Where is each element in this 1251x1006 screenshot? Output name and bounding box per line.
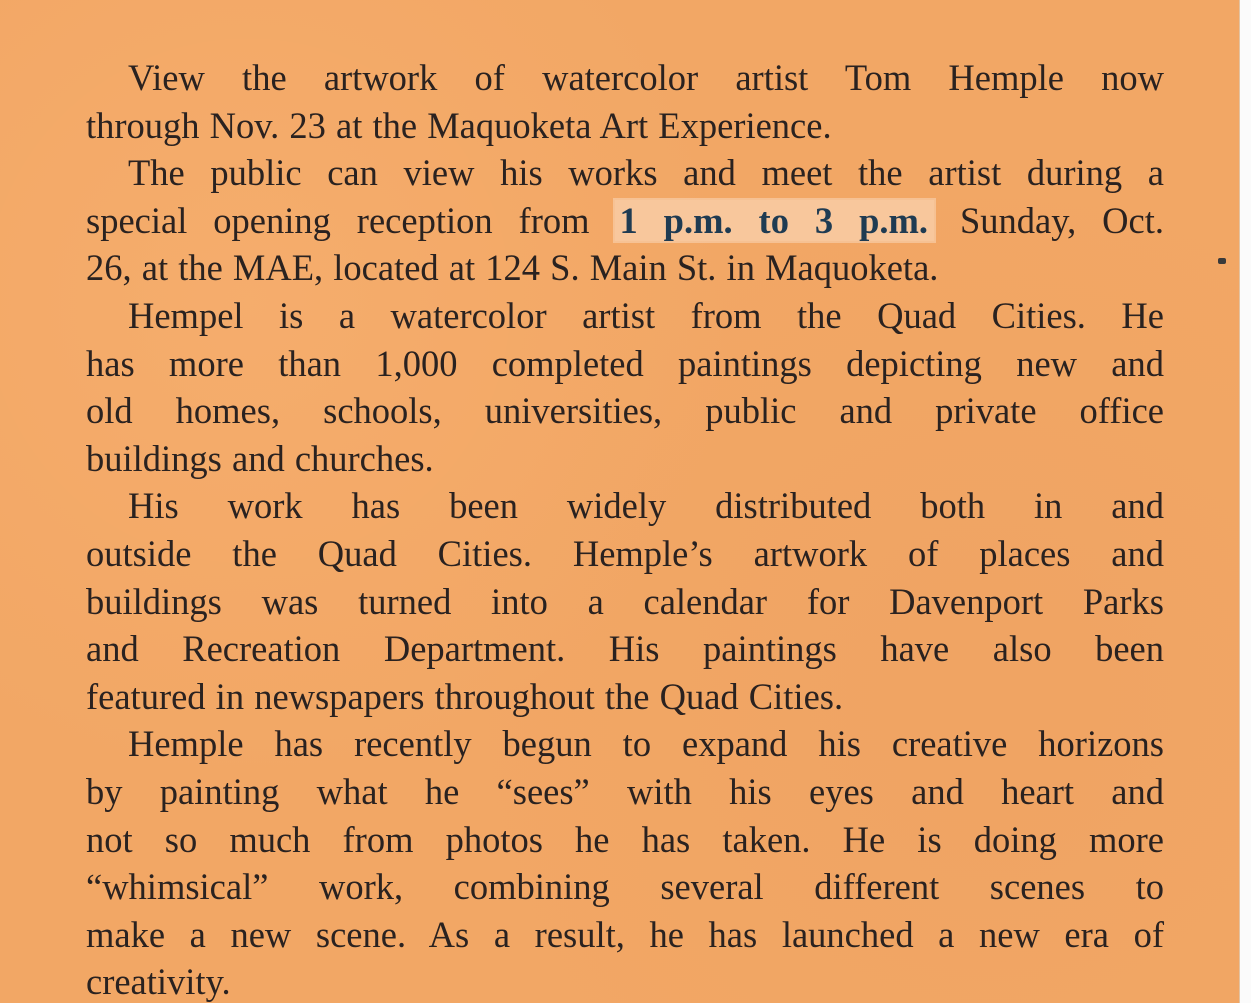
- text-line: creativity.: [86, 961, 231, 1003]
- text-line: through Nov. 23 at the Maquoketa Art Experience.: [86, 104, 832, 146]
- text-line: Hemple has recently begun to expand his creative horizons: [128, 723, 1164, 765]
- paragraph-intro: [86, 54, 1164, 149]
- text-line: View the artwork of watercolor artist Tom Hemple now: [128, 57, 1164, 98]
- paper-edge: [1239, 0, 1251, 1003]
- article-body: [86, 54, 1164, 1006]
- text-line: and Recreation Department. His paintings have also been: [86, 628, 1164, 670]
- text-segment: special opening reception from: [86, 199, 590, 241]
- paragraph-artist-bio: [86, 292, 1164, 482]
- text-line-with-time: [86, 197, 1164, 245]
- reception-time-highlight: 1 p.m. to 3 p.m.: [615, 200, 934, 241]
- text-line: 26, at the MAE, located at 124 S. Main St. in Maquoketa.: [86, 247, 939, 289]
- scan-speck: [1218, 258, 1226, 264]
- text-line: by painting what he “sees” with his eyes and heart and: [86, 770, 1164, 812]
- paragraph-reception: [86, 149, 1164, 292]
- paragraph-distribution: [86, 482, 1164, 720]
- text-line: His work has been widely distributed both in and: [128, 485, 1164, 527]
- text-line: Hempel is a watercolor artist from the Quad Cities. He: [128, 294, 1164, 336]
- text-segment: Sunday, Oct.: [959, 199, 1165, 241]
- text-line: buildings was turned into a calendar for Davenport Parks: [86, 580, 1164, 622]
- text-line: The public can view his works and meet the artist during a: [128, 152, 1164, 194]
- text-line: has more than 1,000 completed paintings depicting new and: [86, 342, 1164, 384]
- text-line: make a new scene. As a result, he has launched a new era of: [86, 913, 1164, 955]
- text-line: “whimsical” work, combining several different scenes to: [86, 866, 1164, 908]
- text-line: featured in newspapers throughout the Quad Cities.: [86, 675, 844, 717]
- text-line: old homes, schools, universities, public and private office: [86, 390, 1164, 432]
- text-line: not so much from photos he has taken. He is doing more: [86, 818, 1164, 860]
- paragraph-new-work: [86, 720, 1164, 1006]
- text-line: buildings and churches.: [86, 437, 434, 479]
- text-line: outside the Quad Cities. Hemple’s artwork of places and: [86, 532, 1164, 574]
